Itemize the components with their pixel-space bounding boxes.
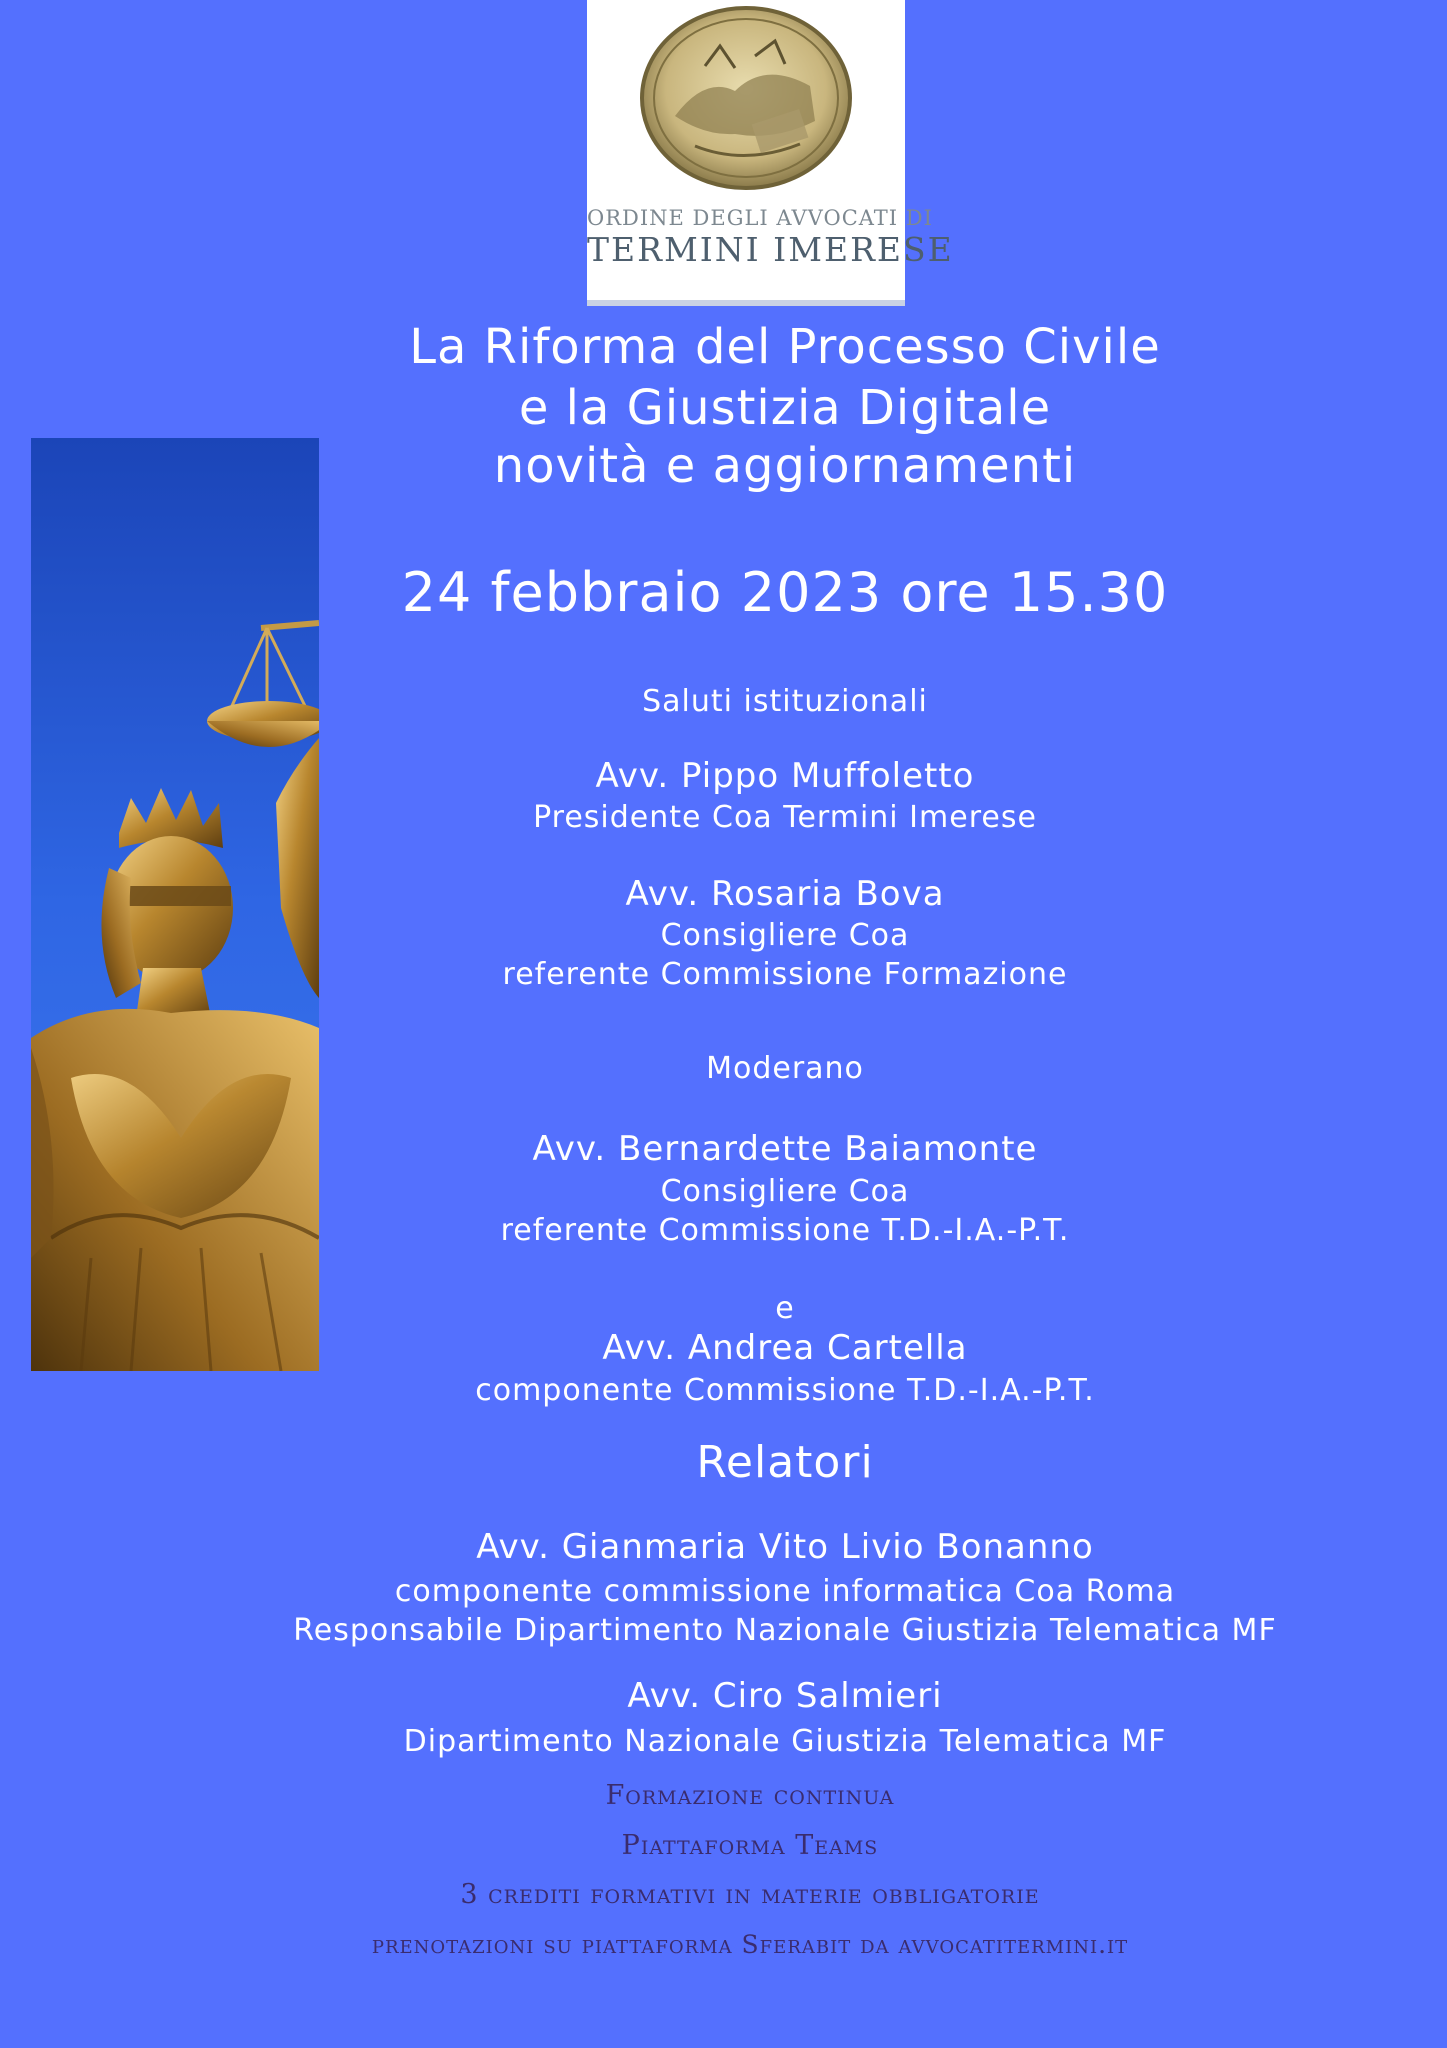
footer-training-note: Formazione continua (605, 1780, 895, 1811)
speaker-role: Dipartimento Nazionale Giustizia Telematica MF (403, 1724, 1167, 1759)
greeting-person-role: Presidente Coa Termini Imerese (533, 800, 1037, 835)
moderator-role: componente Commissione T.D.-I.A.-P.T. (475, 1373, 1095, 1408)
logo-bottom-bar (587, 300, 905, 306)
speaker-role: Responsabile Dipartimento Nazionale Giustizia Telematica MF (293, 1613, 1277, 1648)
logo-text-bottom: TERMINI IMERESE (587, 230, 954, 269)
moderator-role: referente Commissione T.D.-I.A.-P.T. (500, 1213, 1070, 1248)
speaker-role: componente commissione informatica Coa Roma (394, 1574, 1176, 1609)
moderator-name: Avv. Andrea Cartella (602, 1328, 968, 1368)
footer-booking-note: prenotazioni su piattaforma Sferabit da avvocatitermini.it (371, 1930, 1129, 1959)
moderators-heading: Moderano (706, 1051, 864, 1086)
speakers-heading: Relatori (696, 1437, 874, 1488)
event-title-line-2: e la Giustizia Digitale (518, 380, 1052, 436)
greeting-person-name: Avv. Pippo Muffoletto (595, 756, 975, 796)
bar-association-logo (587, 0, 954, 306)
logo-text-top: ORDINE DEGLI AVVOCATI DI (587, 206, 933, 230)
footer-credits-note: 3 crediti formativi in materie obbligatorie (460, 1879, 1040, 1910)
greeting-person-role: referente Commissione Formazione (502, 957, 1068, 992)
event-title-line-1: La Riforma del Processo Civile (409, 319, 1161, 375)
event-title-line-3: novità e aggiornamenti (493, 438, 1077, 494)
greeting-person-role: Consigliere Coa (660, 918, 910, 953)
moderators-conjunction: e (775, 1291, 795, 1326)
lady-justice-statue-image (31, 438, 319, 1371)
event-date: 24 febbraio 2023 ore 15.30 (401, 561, 1169, 624)
footer-platform-note: Piattaforma Teams (621, 1830, 879, 1861)
moderator-role: Consigliere Coa (660, 1174, 910, 1209)
medal-seal-icon (635, 6, 857, 190)
speaker-name: Avv. Ciro Salmieri (627, 1676, 943, 1716)
greeting-person-name: Avv. Rosaria Bova (625, 874, 945, 914)
moderator-name: Avv. Bernardette Baiamonte (532, 1129, 1038, 1169)
speaker-name: Avv. Gianmaria Vito Livio Bonanno (476, 1527, 1094, 1567)
greetings-heading: Saluti istituzionali (642, 684, 928, 719)
